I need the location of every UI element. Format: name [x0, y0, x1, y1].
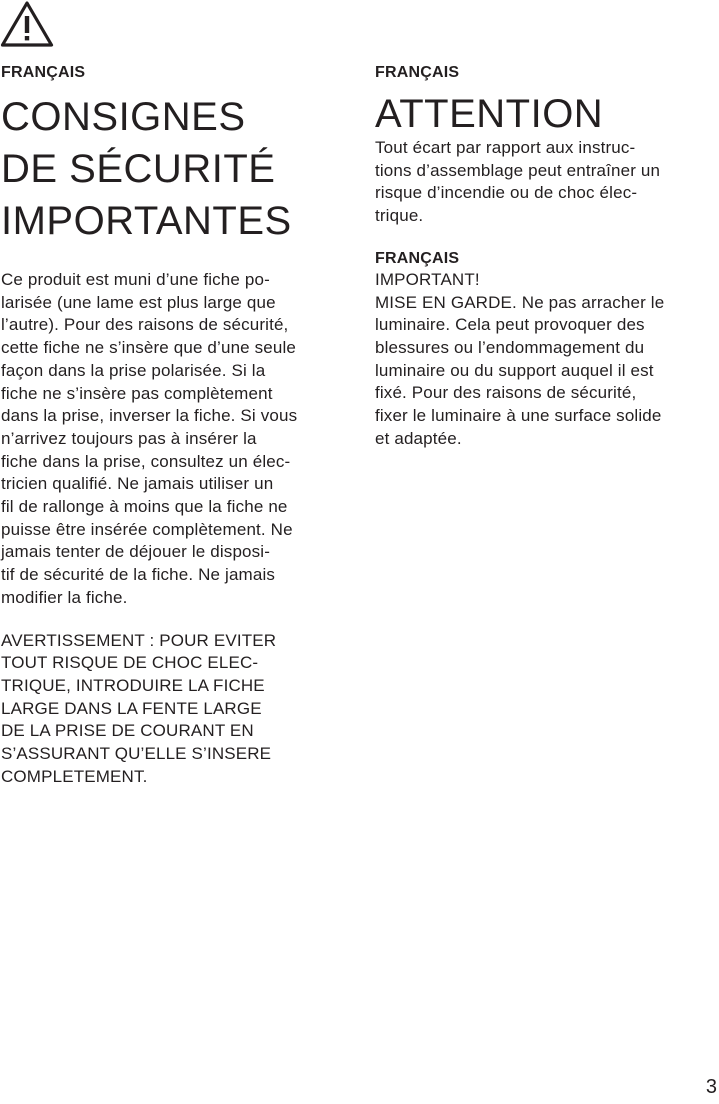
language-label: FRANÇAIS	[375, 249, 460, 267]
safety-instructions-column	[1, 62, 353, 788]
important-paragraph: IMPORTANT! MISE EN GARDE. Ne pas arracher le luminaire. Cela peut provoquer des blessures ou l’endommagement du luminaire ou du support auquel il est fixé. Pour des raisons de sécurité, fixer le luminaire à une surface solide et adaptée.	[375, 269, 665, 448]
attention-column	[375, 62, 719, 450]
attention-paragraph: Tout écart par rapport aux instruc- tions d’assemblage peut entraîner un risque d’incendie ou de choc élec- trique.	[375, 138, 661, 226]
warning-triangle-icon	[0, 0, 54, 48]
language-label: FRANÇAIS	[375, 64, 460, 81]
polarized-plug-paragraph: Ce produit est muni d’une fiche po- larisée (une lame est plus large que l’autre). Pour des raisons de sécurité, cette fiche ne s’insère que d’une seule façon dans la prise polarisée. Si la fiche ne s’insère pas complètement dans la prise, inverser la fiche. Si vous n’arrivez toujours pas à insérer la fiche dans la prise, consultez un élec- tricien qualifié. Ne jamais utiliser un fil de rallonge à moins que la fiche ne puisse être insérée complètement. Ne jamais tenter de déjouer le disposi- tif de sécurité de la fiche. Ne jamais modifier la fiche.	[1, 270, 298, 607]
safety-title: CONSIGNES DE SÉCURITÉ IMPORTANTES	[1, 95, 292, 243]
language-label: FRANÇAIS	[1, 64, 86, 81]
warning-paragraph: AVERTISSEMENT : POUR EVITER TOUT RISQUE DE CHOC ELEC- TRIQUE, INTRODUIRE LA FICHE LARGE DANS LA FENTE LARGE DE LA PRISE DE COURANT EN S’ASSURANT QU’ELLE S’INSERE COMPLETEMENT.	[1, 630, 277, 786]
attention-title: ATTENTION	[375, 92, 604, 136]
page-number: 3	[705, 1076, 717, 1098]
